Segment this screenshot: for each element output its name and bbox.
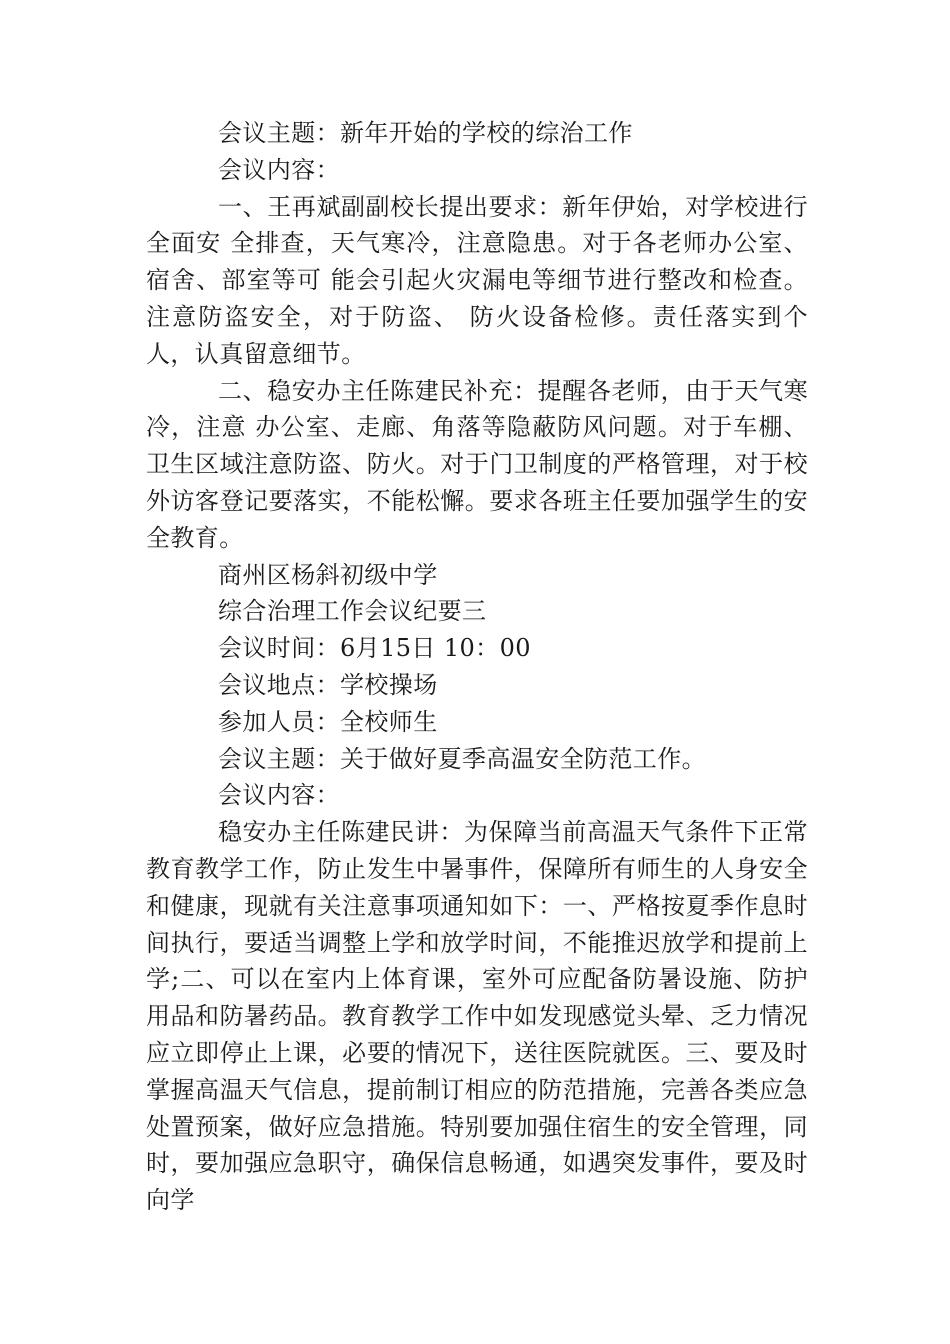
meeting-attendees: 参加人员：全校师生 [218, 707, 438, 736]
content-item-2: 二、稳安办主任陈建民补充：提醒各老师，由于天气寒冷，注意 办公室、走廊、角落等隐蔽防风问题。对于车棚、卫生区域注意防盗、防火。对于门卫制度的严格管理，对于校外访客登记要落实，不能松懈。要求各班主任要加强学生的安全教育。 [146, 376, 808, 552]
minutes-title: 综合治理工作会议纪要三 [218, 597, 487, 626]
meeting-topic-2: 会议主题：关于做好夏季高温安全防范工作。 [218, 744, 706, 773]
meeting-location: 会议地点：学校操场 [218, 670, 438, 699]
meeting-topic-1: 会议主题：新年开始的学校的综治工作 [218, 119, 633, 147]
meeting-content-label-1: 会议内容： [218, 155, 340, 184]
content-body-3: 稳安办主任陈建民讲：为保障当前高温天气条件下正常教育教学工作，防止发生中暑事件，保障所有师生的人身安全和健康，现就有关注意事项通知如下：一、严格按夏季作息时间执行，要适当调整上学和放学时间，不能推迟放学和提前上学;二、可以在室内上体育课，室外可应配备防暑设施、防护用品和防暑药品。教育教学工作中如发现感觉头晕、乏力情况应立即停止上课，必要的情况下，送往医院就医。三、要及时掌握高温天气信息，提前制订相应的防范措施，完善各类应急处置预案，做好应急措施。特别要加强住宿生的安全管理，同时，要加强应急职守，确保信息畅通，如遇突发事件，要及时向学 [146, 818, 808, 1215]
content-item-1: 一、王再斌副副校长提出要求：新年伊始，对学校进行全面安 全排查，天气寒冷，注意隐患。对于各老师办公室、宿舍、部室等可 能会引起火灾漏电等细节进行整改和检查。注意防盗安全，对于防盗、 防火设备检修。责任落实到个人，认真留意细节。 [146, 192, 808, 368]
meeting-content-label-2: 会议内容： [218, 781, 340, 810]
document-page [146, 115, 808, 1219]
meeting-time: 会议时间：6月15日 10：00 [218, 634, 531, 663]
school-name: 商州区杨斜初级中学 [218, 560, 438, 589]
